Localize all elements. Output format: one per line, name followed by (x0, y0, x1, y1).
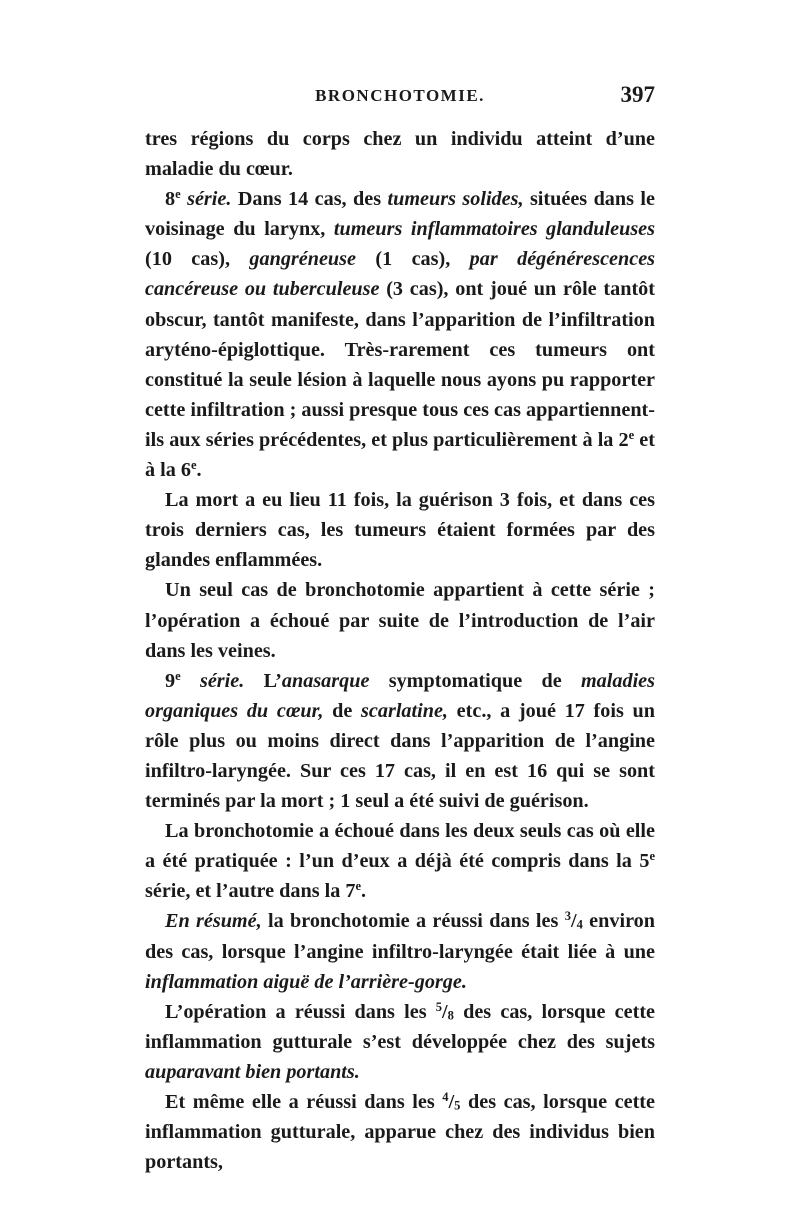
paragraph (145, 906, 655, 996)
fraction: $^4/_5$ (442, 1090, 461, 1113)
text-run: 8 (165, 188, 176, 211)
text-run: de (323, 699, 362, 722)
superscript: e (175, 668, 181, 683)
text-run: la bronchotomie a réussi dans les (261, 910, 565, 933)
paragraph (145, 1087, 655, 1177)
text-run: etc., a joué 17 fois un rôle plus ou moins direct dans l’apparition de l’angine infiltro-laryngée. Sur ces 17 cas, il en est 16 qui se sont terminés par la mort ; 1 seul a été suivi de guérison. (145, 699, 656, 813)
superscript: e (190, 458, 197, 473)
paragraph (145, 575, 655, 665)
superscript: e (355, 879, 362, 894)
text-run: . (196, 459, 202, 482)
italic-text: En résumé, (165, 910, 262, 933)
paragraph (145, 816, 655, 906)
text-run: L’ (244, 669, 282, 692)
text-run: des cas, lorsque cette inflammation gutturale s’est développée chez des sujets (145, 1000, 655, 1053)
text-run: Et même elle a réussi dans les (165, 1091, 443, 1113)
text-run: (10 cas), (145, 248, 250, 271)
paragraph (145, 666, 655, 816)
text-run: situées dans le voisinage du larynx, (145, 188, 655, 241)
text-run: tres régions du corps chez un individu atteint d’une maladie du cœur. (145, 128, 655, 181)
text-run: Dans 14 cas, des (231, 188, 388, 211)
text-run: . (361, 880, 367, 903)
italic-text: tumeurs solides, (387, 188, 524, 211)
text-run: L’opération a réussi dans les (165, 1000, 436, 1023)
italic-text: série. (187, 188, 232, 211)
italic-text: scarlatine, (361, 699, 448, 722)
text-run: symptomatique de (369, 669, 581, 692)
body-text (145, 124, 655, 1177)
paragraph (145, 184, 655, 485)
paragraph (145, 124, 655, 184)
text-run (181, 670, 200, 692)
page-number: 397 (620, 82, 655, 107)
italic-text: tumeurs inflammatoires glanduleuses (333, 218, 655, 241)
paragraph (145, 485, 655, 575)
text-run: des cas, lorsque cette inflammation gutturale, apparue chez des individus bien portants, (145, 1091, 655, 1174)
superscript: e (175, 187, 181, 202)
fraction: $^3/_4$ (564, 909, 583, 933)
italic-text: inflammation aiguë de l’arrière-gorge. (145, 970, 467, 993)
text-run: environ des cas, lorsque l’angine infiltro-laryngée était liée à une (145, 910, 655, 963)
fraction: $^5/_8$ (435, 999, 454, 1023)
text-run: 9 (165, 669, 176, 692)
text-run: La mort a eu lieu 11 fois, la guérison 3 fois, et dans ces trois derniers cas, les tumeurs étaient formées par des glandes enflammées. (145, 489, 655, 572)
italic-text: anasarque (281, 669, 370, 692)
italic-text: maladies organiques du cœur, (145, 669, 656, 722)
italic-text: gangréneuse (249, 248, 356, 271)
superscript: e (628, 428, 635, 443)
text-run: et à la 6 (145, 428, 655, 482)
italic-text: par dégénérescences cancéreuse ou tuberculeuse (145, 248, 656, 301)
text-run: La bronchotomie a échoué dans les deux seuls cas où elle a été pratiquée : l’un d’eux a déjà été compris dans la 5 (145, 820, 655, 873)
running-title: BRONCHOTOMIE. (315, 86, 485, 105)
superscript: e (649, 849, 655, 864)
page-header (145, 82, 655, 116)
italic-text: auparavant bien portants. (145, 1060, 360, 1083)
text-run: Un seul cas de bronchotomie appartient à cette série ; l’opération a échoué par suite de l’introduction de l’air dans les veines. (145, 579, 655, 662)
text-run: (3 cas), ont joué un rôle tantôt obscur, tantôt manifeste, dans l’apparition de l’infiltration aryténo-épiglottique. Très-rarement ces tumeurs ont constitué la seule lésion à laquelle nous ayons pu rapporter cette infiltration ; aussi presque tous ces cas appartiennent-ils aux séries précédentes, et plus particulièrement à la 2 (145, 278, 655, 451)
paragraph (145, 997, 655, 1087)
text-run: (1 cas), (355, 248, 470, 271)
text-run: série, et l’autre dans la 7 (145, 880, 356, 903)
italic-text: série. (199, 669, 245, 692)
